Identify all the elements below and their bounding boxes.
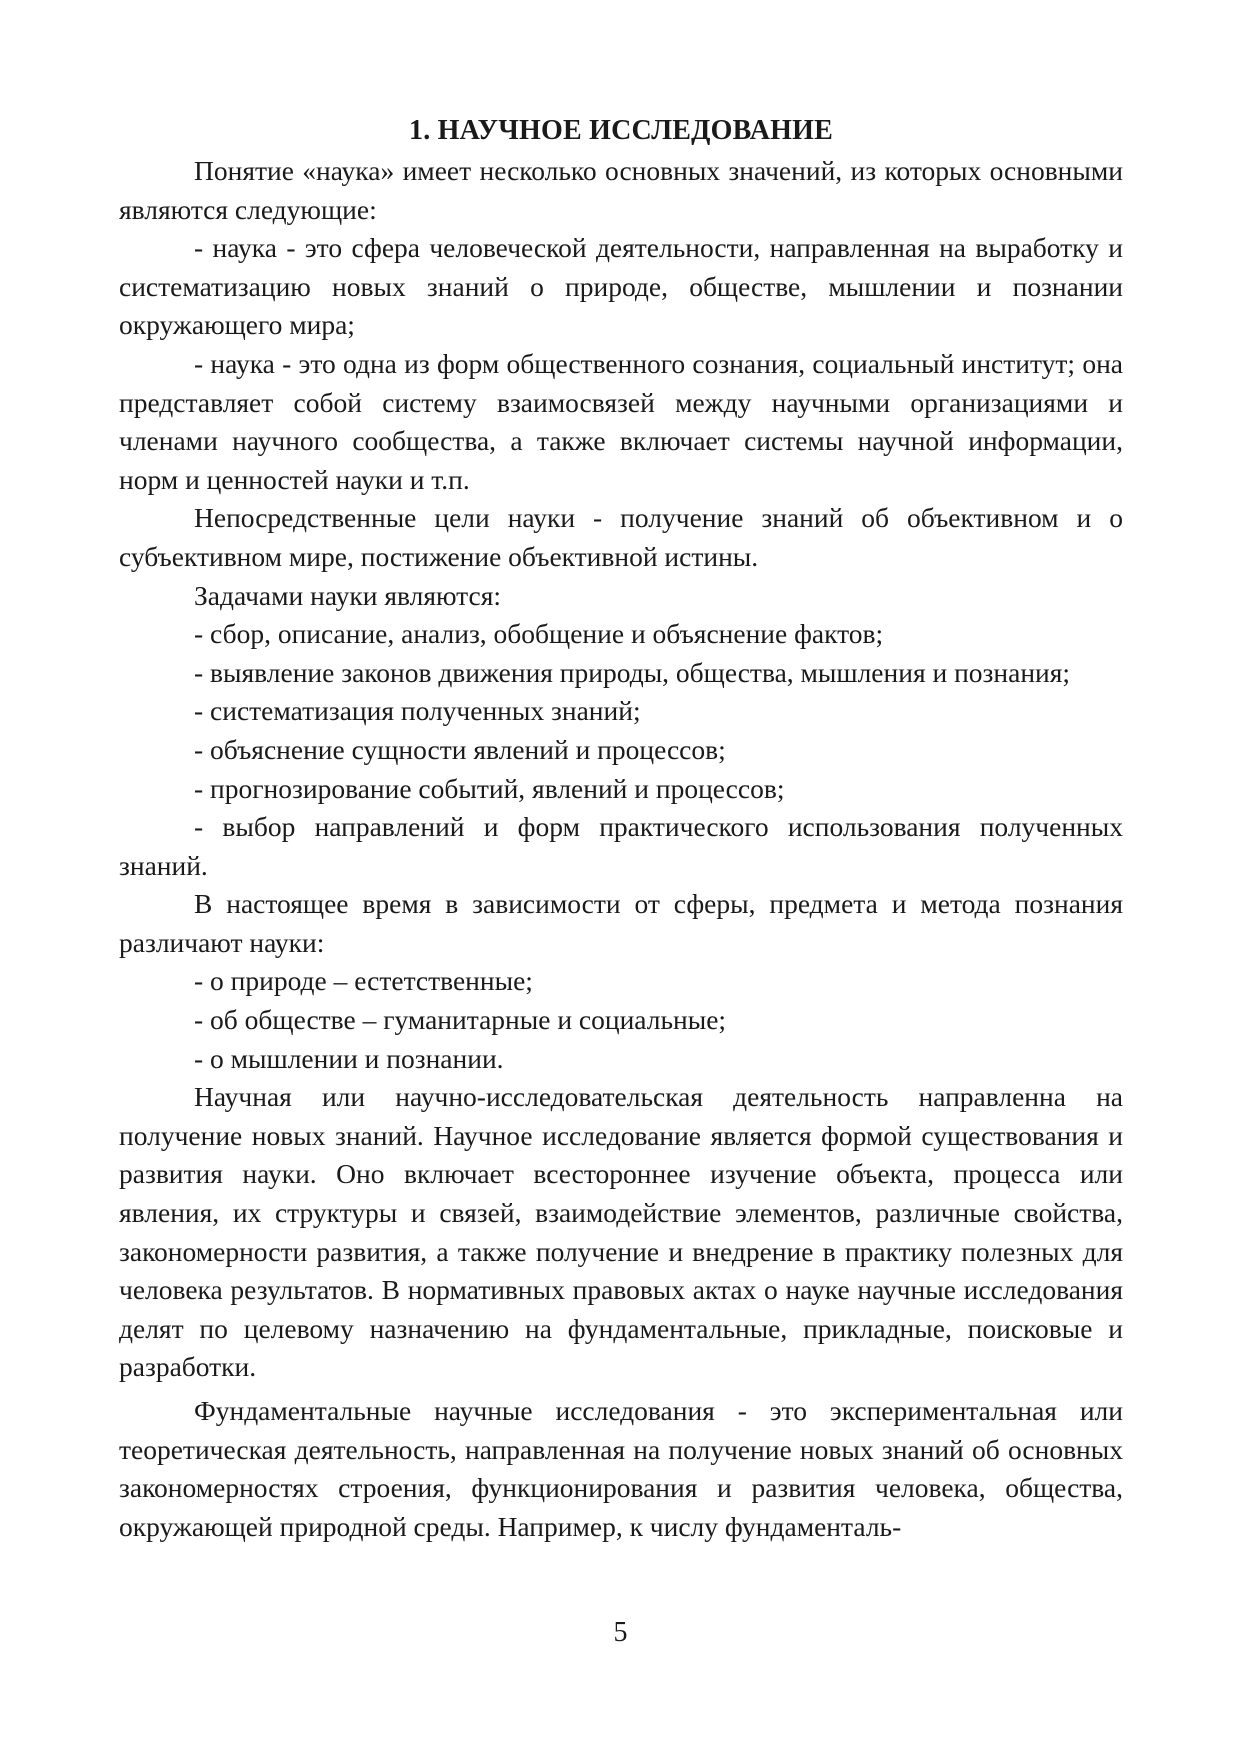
list-item-science-sphere: - наука - это сфера человеческой деятельности, направленная на выработку и систематизацию новых знаний о природе, обществе, мышлении и познании окружающего мира; <box>119 232 1123 341</box>
paragraph-science-types: В настоящее время в зависимости от сферы, предмета и метода познания различают науки: <box>119 888 1123 958</box>
paragraph-science-tasks: Задачами науки являются: <box>194 579 502 611</box>
list-item-task: - выбор направлений и форм практического использования полученных знаний. <box>119 811 1123 881</box>
list-item-task: - систематизация полученных знаний; <box>194 695 641 727</box>
list-item-science-consciousness: - наука - это одна из форм общественного сознания, социальный институт; она представляет собой систему взаимосвязей между научными организациями и членами научного сообщества, а также включает системы научной информации, норм и ценностей науки и т.п. <box>119 347 1123 495</box>
page-number: 5 <box>613 1617 628 1648</box>
paragraph-science-goals: Непосредственные цели науки - получение знаний об объективном и о субъективном мире, постижение объективной истины. <box>119 502 1123 572</box>
list-item-task: - прогнозирование событий, явлений и процессов; <box>194 772 785 804</box>
page-body <box>119 112 1123 1546</box>
list-item-science-type: - о мышлении и познании. <box>194 1042 504 1074</box>
list-item-task: - объяснение сущности явлений и процессов; <box>194 733 726 765</box>
list-item-task: - выявление законов движения природы, общества, мышления и познания; <box>194 656 1071 688</box>
section-title: 1. НАУЧНОЕ ИССЛЕДОВАНИЕ <box>409 115 833 146</box>
list-item-task: - сбор, описание, анализ, обобщение и объяснение фактов; <box>194 618 884 650</box>
paragraph-research-activity: Научная или научно-исследовательская деятельность направленна на получение новых знаний. Научное исследование является формой существования и развития науки. Оно включает всестороннее изучение объекта, процесса или явления, их структуры и связей, взаимодействие элементов, различные свойства, закономерности развития, а также получение и внедрение в практику полезных для человека результатов. В нормативных правовых актах о науке научные исследования делят по целевому назначению на фундаментальные, прикладные, поисковые и разработки. <box>119 1081 1123 1383</box>
list-item-science-type: - об обществе – гуманитарные и социальные; <box>194 1004 727 1036</box>
paragraph-science-meanings: Понятие «наука» имеет несколько основных значений, из которых основными являются следующие: <box>119 155 1123 225</box>
list-item-science-type: - о природе – естетственные; <box>194 965 533 997</box>
paragraph-fundamental-research: Фундаментальные научные исследования - это экспериментальная или теоретическая деятельность, направленная на получение новых знаний об основных закономерностях строения, функционирования и развития человека, общества, окружающей природной среды. Например, к числу фундаменталь- <box>119 1395 1123 1542</box>
